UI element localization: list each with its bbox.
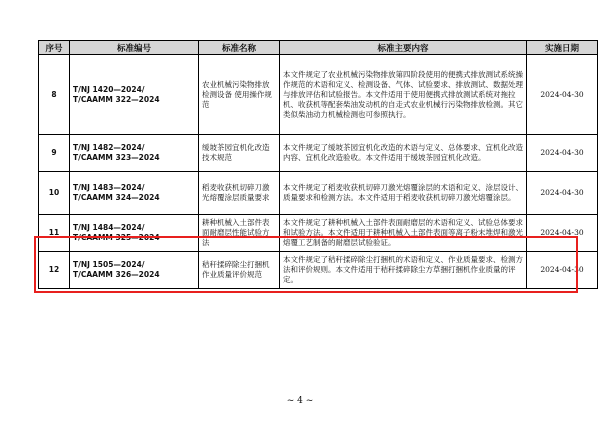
row-code-line2: T/CAAMM 323—2024 (73, 153, 160, 162)
header-date: 实施日期 (527, 41, 598, 55)
row-code-line1: T/NJ 1484—2024/ (73, 223, 145, 232)
row-code-line2: T/CAAMM 325—2024 (73, 233, 160, 242)
table-header-row (39, 41, 598, 55)
row-content: 本文件规定了耕种机械入土部件表面耐磨层的术语和定义、试验总体要求和试验方法。本文件适用于耕种机械入土部件表面等离子粉末堆焊和激光熔覆工艺制备的耐磨层试验验证。 (280, 215, 527, 252)
row-seq: 10 (39, 172, 70, 215)
row-code (70, 55, 199, 135)
row-content: 本文件规定了缓坡茶园宜机化改造的术语与定义、总体要求、宜机化改造内容、宜机化改造验收。本文件适用于缓坡茶园宜机化改造。 (280, 135, 527, 172)
row-code-line2: T/CAAMM 324—2024 (73, 193, 160, 202)
row-date: 2024-04-30 (527, 55, 598, 135)
row-name: 稻麦收获机切碎刀激光熔覆涂层质量要求 (199, 172, 280, 215)
table-row (39, 135, 598, 172)
header-content: 标准主要内容 (280, 41, 527, 55)
table-row (39, 172, 598, 215)
row-seq: 11 (39, 215, 70, 252)
row-code-line1: T/NJ 1483—2024/ (73, 183, 145, 192)
red-highlight-box (34, 236, 578, 293)
row-date: 2024-04-30 (527, 172, 598, 215)
row-content: 本文件规定了农业机械污染物排放第四阶段使用的便携式排放测试系统操作规范的术语和定义、检测设备、气体、试验要求、排放测试、数据处理与排放评估和试验报告。本文件适用于使用便携式排放测试系统对拖拉机、收获机等配套柴油发动机的自走式农业机械行污染物排放检测。其它类似柴油动力机械检测也可参照执行。 (280, 55, 527, 135)
row-name: 农业机械污染物排放检测设备 使用操作规范 (199, 55, 280, 135)
header-name: 标准名称 (199, 41, 280, 55)
row-code-line1: T/NJ 1482—2024/ (73, 143, 145, 152)
row-seq: 9 (39, 135, 70, 172)
row-date: 2024-04-30 (527, 215, 598, 252)
row-content: 本文件规定了稻麦收获机切碎刀激光熔覆涂层的术语和定义、涂层设计、质量要求和检测方法。本文件适用于稻麦收获机切碎刀激光熔覆涂层。 (280, 172, 527, 215)
row-name: 缓坡茶园宜机化改造技术规范 (199, 135, 280, 172)
row-name: 秸秆揉碎除尘打捆机 作业质量评价规范 (199, 252, 280, 289)
row-seq: 8 (39, 55, 70, 135)
row-name: 耕种机械入土部件表面耐磨层性能试验方法 (199, 215, 280, 252)
header-seq: 序号 (39, 41, 70, 55)
page-number: ~ 4 ~ (286, 396, 314, 406)
row-content: 本文件规定了秸秆揉碎除尘打捆机的术语和定义、作业质量要求、检测方法和评价规则。本文件适用于秸秆揉碎除尘方草捆打捆机作业质量的评定。 (280, 252, 527, 289)
row-code-line1: T/NJ 1420—2024/ (73, 84, 145, 94)
row-seq: 12 (39, 252, 70, 289)
row-code (70, 172, 199, 215)
row-date: 2024-04-30 (527, 252, 598, 289)
row-code-line2: T/CAAMM 322—2024 (73, 94, 160, 104)
row-code (70, 135, 199, 172)
row-code-line1: T/NJ 1505—2024/ (73, 260, 145, 269)
table-row (39, 55, 598, 135)
header-code: 标准编号 (70, 41, 199, 55)
row-code-line2: T/CAAMM 326—2024 (73, 270, 160, 279)
row-date: 2024-04-30 (527, 135, 598, 172)
